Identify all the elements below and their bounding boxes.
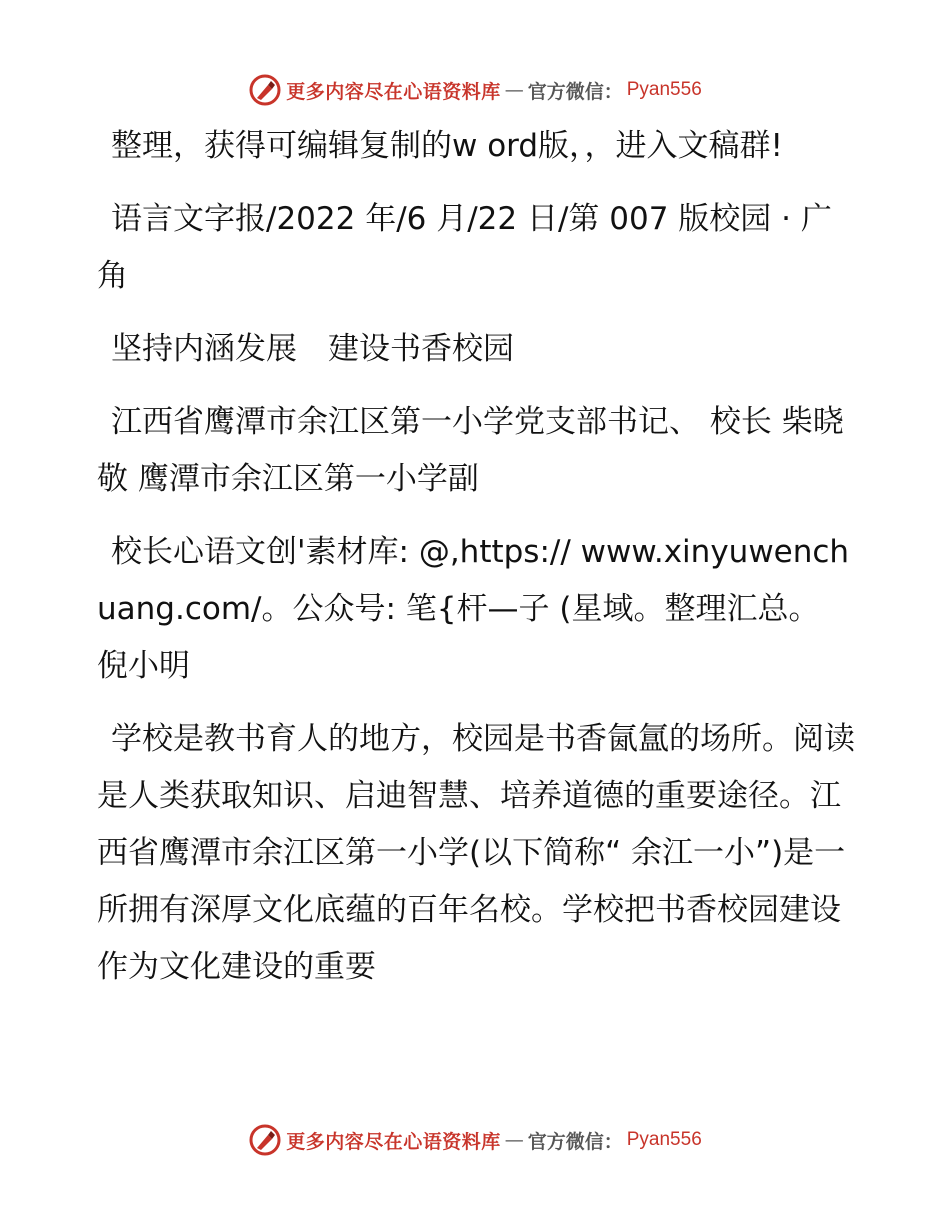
banner-official-label: 官方微信： xyxy=(527,80,623,103)
article-title: 坚持内涵发展 建设书香校园 xyxy=(111,331,514,367)
pen-nib-logo-icon xyxy=(248,1123,282,1157)
banner-official-label: 官方微信： xyxy=(527,1130,623,1153)
banner-wechat-id: Pyan556 xyxy=(626,1129,702,1150)
banner-content xyxy=(248,73,702,107)
document-body xyxy=(97,118,857,1012)
banner-wechat-id: Pyan556 xyxy=(626,79,702,100)
paragraph-source: 语言文字报/2022 年/6 月/22 日/第 007 版校园 · 广角 xyxy=(97,201,832,294)
header-banner xyxy=(0,70,950,110)
banner-slogan: 更多内容尽在心语资料库 xyxy=(286,1130,501,1153)
paragraph-body: 学校是教书育人的地方，校园是书香氤氲的场所。阅读是人类获取知识、启迪智慧、培养道德的重要途径。江西省鹰潭市余江区第一小学(以下简称“ 余江一小”)是一所拥有深厚文化底蕴的百年名校。学校把书香校园建设作为文化建设的重要 xyxy=(97,721,855,985)
pen-nib-logo-icon xyxy=(248,73,282,107)
banner-dash: — xyxy=(504,79,524,101)
banner-dash: — xyxy=(504,1129,524,1151)
footer-banner xyxy=(0,1120,950,1160)
paragraph-intro: 整理，获得可编辑复制的w ord版，，进入文稿群! xyxy=(111,128,783,164)
banner-content xyxy=(248,1123,702,1157)
paragraph-credits: 校长心语文创'素材库: @,https:// www.xinyuwenchuang.com/。公众号: 笔{杆—子 (星域。整理汇总。 倪小明 xyxy=(97,534,850,684)
paragraph-authors: 江西省鹰潭市余江区第一小学党支部书记、 校长 柴晓敬 鹰潭市余江区第一小学副 xyxy=(97,404,844,497)
banner-slogan: 更多内容尽在心语资料库 xyxy=(286,80,501,103)
